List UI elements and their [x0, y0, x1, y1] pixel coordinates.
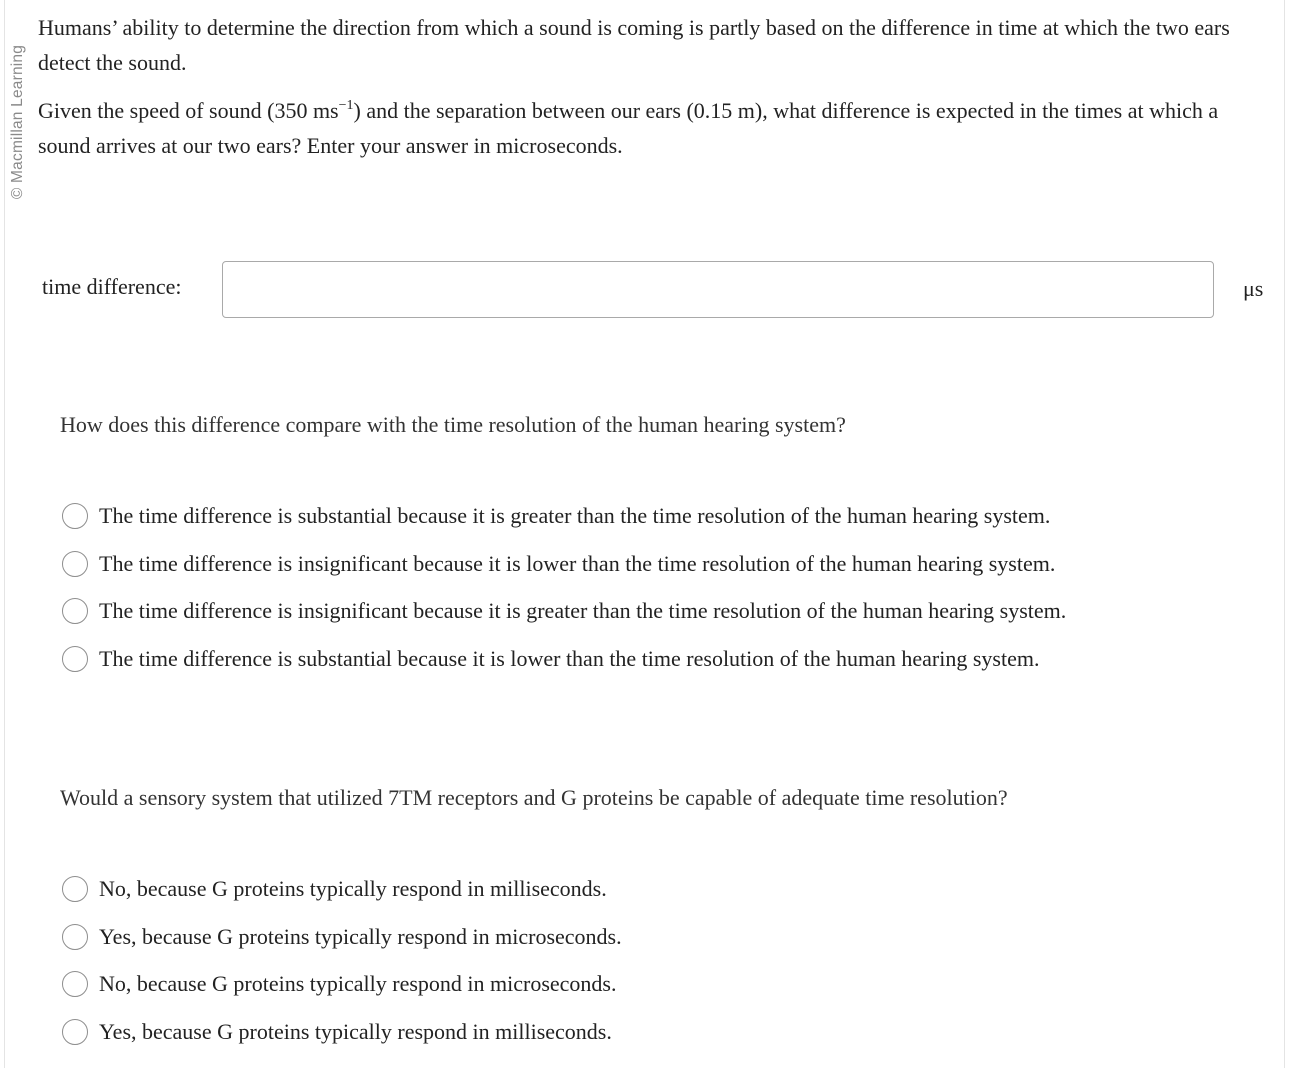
- watermark-text: © Macmillan Learning: [9, 44, 27, 200]
- time-resolution-option[interactable]: [62, 492, 1066, 540]
- option-label[interactable]: Yes, because G proteins typically respond in milliseconds.: [99, 1018, 612, 1044]
- intro-paragraph: [38, 10, 1268, 80]
- option-label[interactable]: The time difference is insignificant because it is greater than the time resolution of the human hearing system.: [99, 598, 1067, 624]
- prompt-text-end: ) and the separation between our ears (0.15 m), what difference is expected in the times at which a sound arrives at our two ears? Enter your answer in microseconds.: [38, 98, 1219, 158]
- time-resolution-option[interactable]: [62, 587, 1066, 635]
- radio-button[interactable]: [62, 1019, 88, 1045]
- option-label[interactable]: Yes, because G proteins typically respond in microseconds.: [99, 923, 622, 949]
- radio-button[interactable]: [62, 971, 88, 997]
- question-g-proteins: Would a sensory system that utilized 7TM receptors and G proteins be capable of adequate time resolution?: [60, 785, 1008, 810]
- g-protein-option[interactable]: [62, 865, 622, 913]
- option-label[interactable]: No, because G proteins typically respond in microseconds.: [99, 971, 617, 997]
- option-label[interactable]: The time difference is substantial because it is greater than the time resolution of the human hearing system.: [99, 502, 1051, 528]
- option-label[interactable]: No, because G proteins typically respond in milliseconds.: [99, 875, 607, 901]
- g-protein-option[interactable]: [62, 913, 622, 961]
- prompt-text-start: Given the speed of sound (350 ms: [38, 98, 339, 123]
- copyright-watermark: [6, 30, 30, 214]
- radio-button[interactable]: [62, 503, 88, 529]
- right-border: [1284, 0, 1285, 1068]
- radio-button[interactable]: [62, 646, 88, 672]
- radio-button[interactable]: [62, 876, 88, 902]
- radio-button[interactable]: [62, 598, 88, 624]
- prompt-exponent: −1: [338, 97, 354, 113]
- option-label[interactable]: The time difference is insignificant because it is lower than the time resolution of the human hearing system.: [99, 550, 1056, 576]
- time-difference-input[interactable]: [222, 261, 1214, 318]
- time-resolution-option[interactable]: [62, 635, 1066, 683]
- question-time-resolution: How does this difference compare with the time resolution of the human hearing system?: [60, 412, 846, 437]
- option-label[interactable]: The time difference is substantial because it is lower than the time resolution of the human hearing system.: [99, 645, 1040, 671]
- intro-text: Humans’ ability to determine the direction from which a sound is coming is partly based on the difference in time at which the two ears detect the sound.: [38, 15, 1230, 75]
- time-resolution-options: [62, 492, 1066, 683]
- g-protein-option[interactable]: [62, 1008, 622, 1056]
- time-difference-label: time difference:: [42, 274, 182, 299]
- prompt-paragraph: [38, 93, 1268, 163]
- radio-button[interactable]: [62, 924, 88, 950]
- g-protein-options: [62, 865, 622, 1056]
- radio-button[interactable]: [62, 551, 88, 577]
- left-border: [4, 0, 5, 1068]
- unit-label: μs: [1243, 276, 1264, 301]
- time-resolution-option[interactable]: [62, 540, 1066, 588]
- g-protein-option[interactable]: [62, 960, 622, 1008]
